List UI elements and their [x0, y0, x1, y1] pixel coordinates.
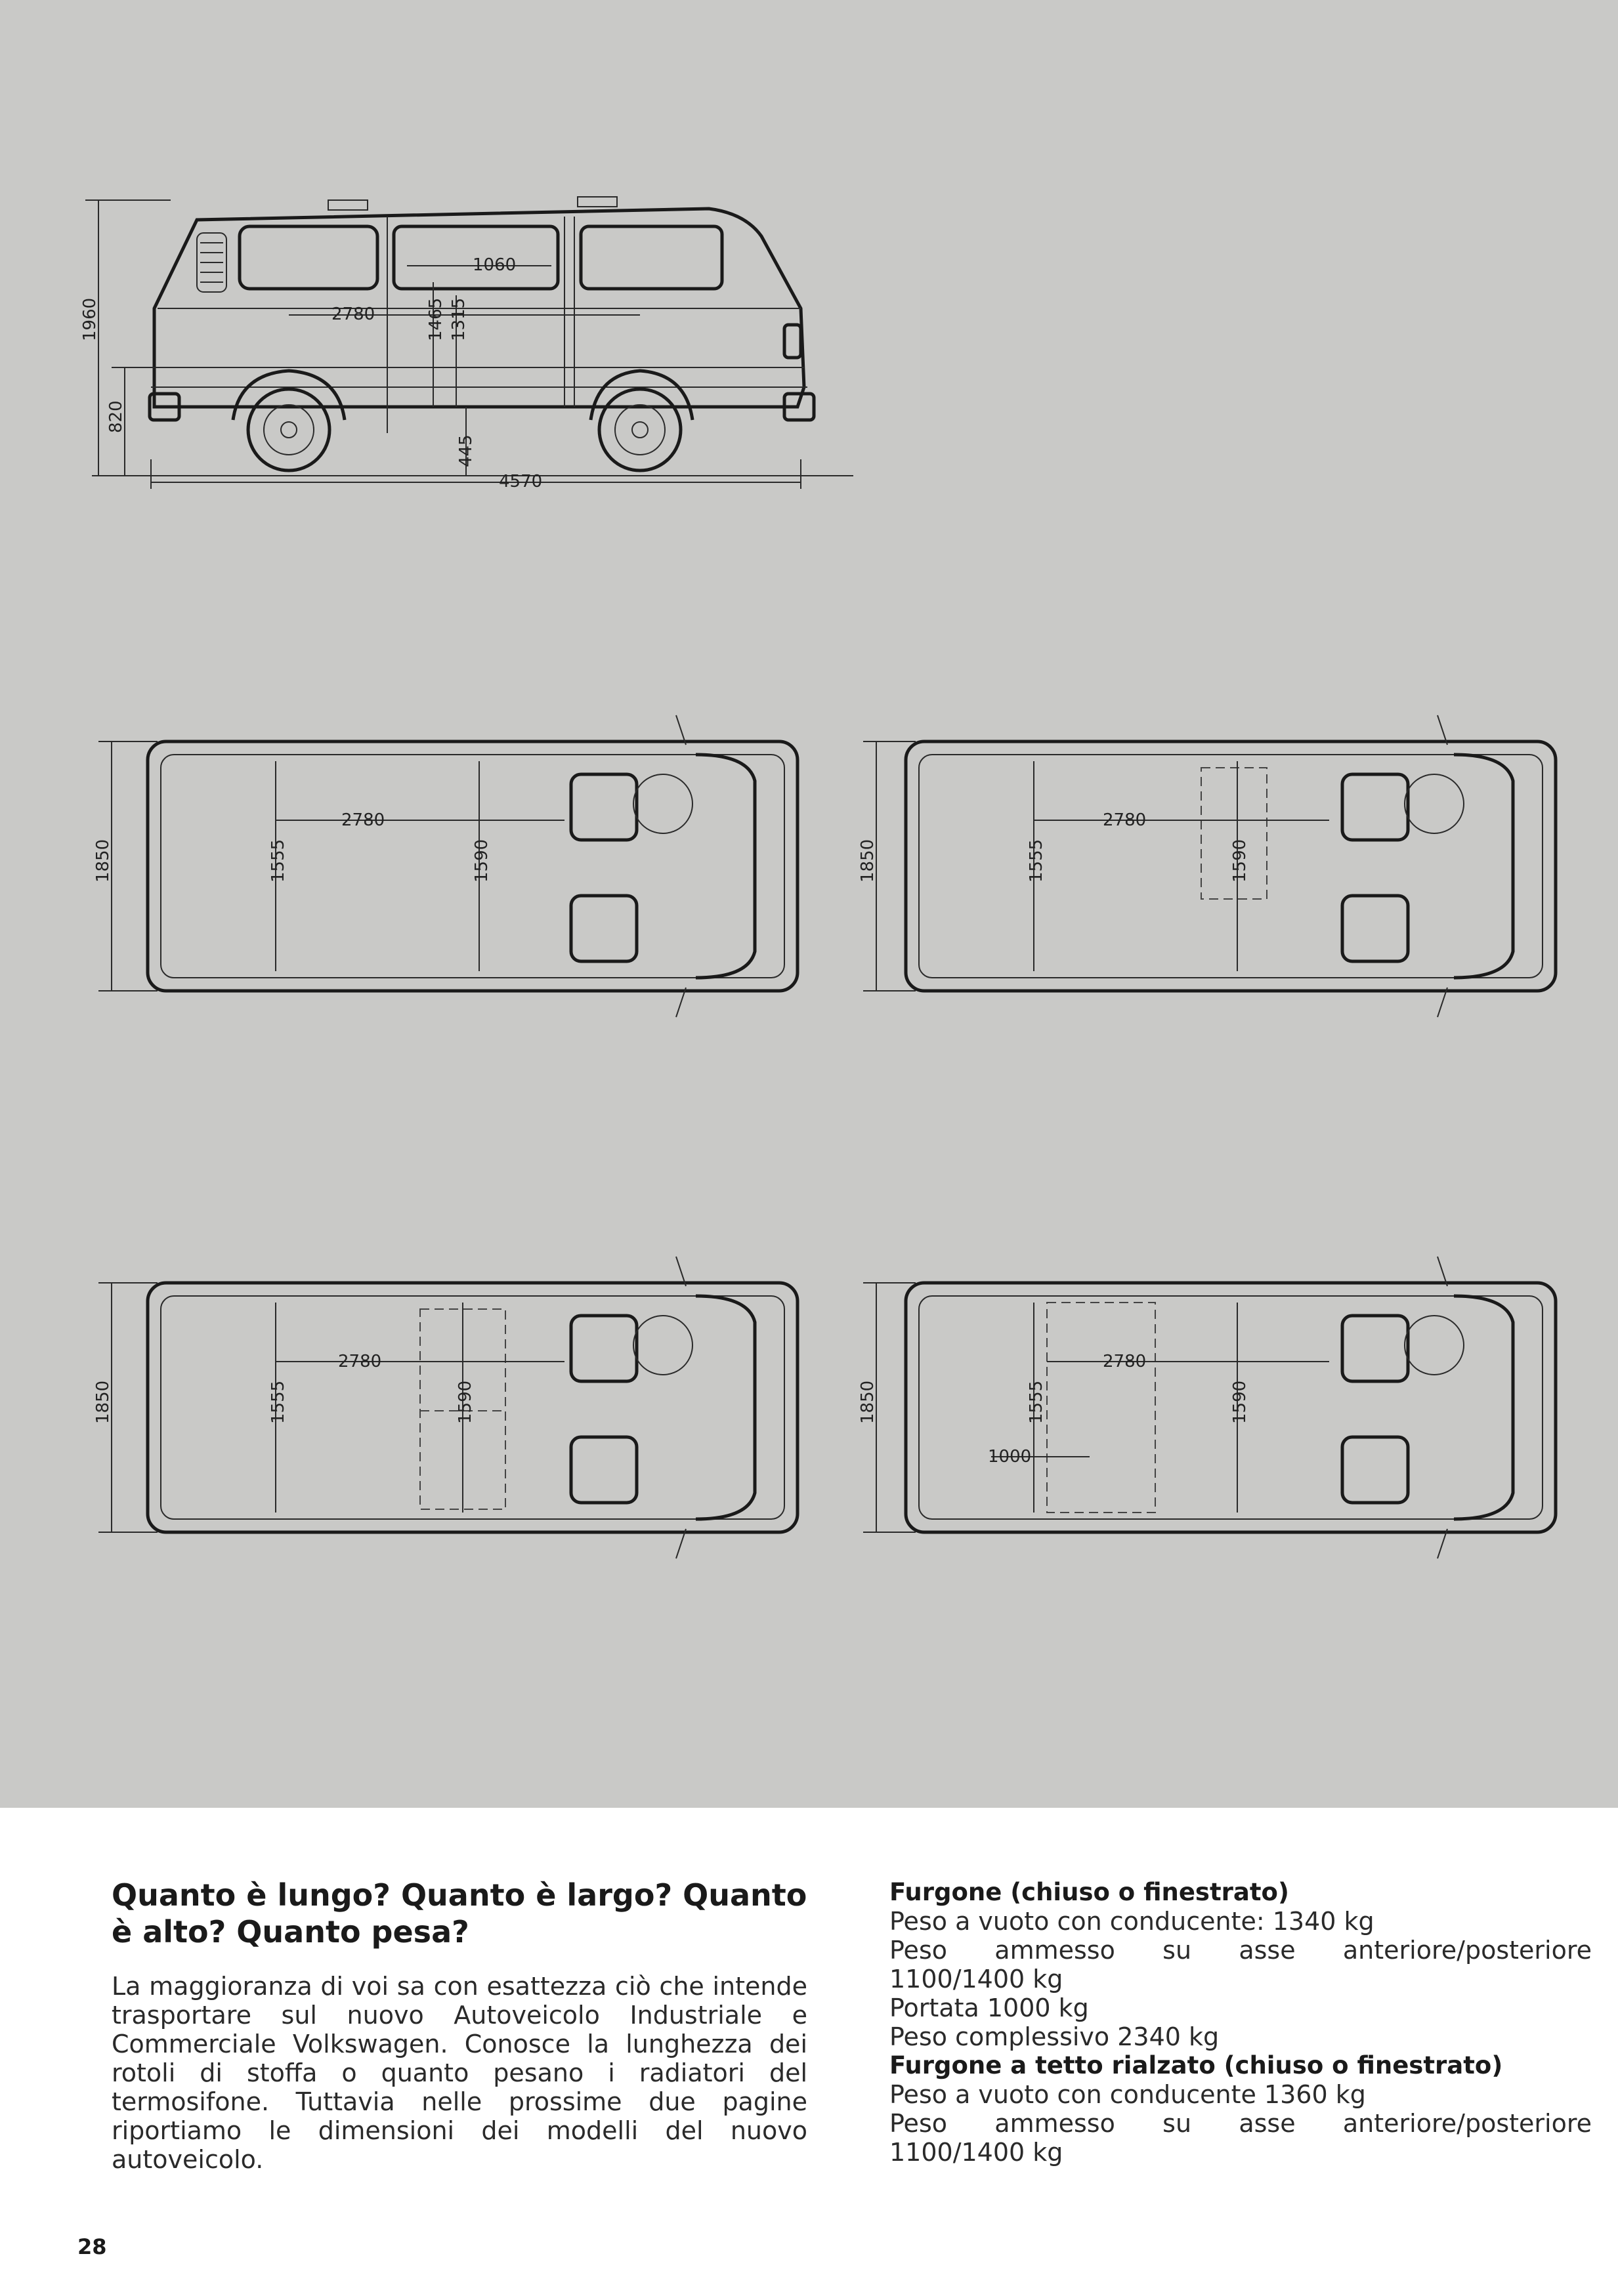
side-view-drawing	[80, 197, 853, 491]
spec-line: Portata 1000 kg	[889, 1993, 1089, 2022]
spec-title-tetto-rialzato: Furgone a tetto rialzato (chiuso o finestrato)	[889, 2051, 1503, 2079]
plan-view-3	[93, 1257, 798, 1558]
plan1-wheelbase: 2780	[341, 810, 385, 830]
plan2-load-width: 1590	[1230, 839, 1250, 883]
plan-view-4	[858, 1257, 1556, 1558]
dim-total-length: 4570	[499, 472, 543, 491]
plan2-inner-width: 1555	[1027, 839, 1046, 883]
dim-interior-height: 1465	[426, 297, 446, 341]
plan4-width: 1850	[858, 1380, 878, 1424]
dim-floor-height: 820	[106, 400, 126, 433]
plan3-wheelbase: 2780	[338, 1352, 382, 1371]
intro-paragraph: La maggioranza di voi sa con esattezza ciò che intende trasportare sul nuovo Autoveicolo Industriale e Commerciale Volkswagen. Conosce la lunghezza dei rotoli di stoffa o quanto pesano i radiatori del termosifone. Tuttavia nelle prossime due pagine riportiamo le dimensioni dei modelli del nuovo autoveicolo.	[112, 1972, 807, 2174]
plan3-load-width: 1590	[456, 1380, 475, 1424]
plan4-inner-width: 1555	[1027, 1380, 1046, 1424]
plan1-width: 1850	[93, 839, 113, 883]
spec-line: 1100/1400 kg	[889, 1965, 1063, 1993]
plan1-inner-width: 1555	[268, 839, 288, 883]
dim-ground-floor: 445	[456, 434, 476, 467]
dim-total-height: 1960	[80, 297, 100, 341]
plan4-extra: 1000	[988, 1447, 1032, 1467]
plan4-load-width: 1590	[1230, 1380, 1250, 1424]
plan2-wheelbase: 2780	[1103, 810, 1147, 830]
spec-line: Peso ammesso su asse anteriore/posteriore	[889, 1936, 1592, 1965]
spec-line: 1100/1400 kg	[889, 2138, 1063, 2167]
page-headline: Quanto è lungo? Quanto è largo? Quanto è alto? Quanto pesa?	[112, 1877, 807, 1950]
plan1-load-width: 1590	[472, 839, 492, 883]
plan2-width: 1850	[858, 839, 878, 883]
plan-view-1	[93, 715, 798, 1017]
spec-line: Peso a vuoto con conducente 1360 kg	[889, 2080, 1366, 2109]
plan-view-2	[858, 715, 1556, 1017]
page-number: 28	[77, 2234, 107, 2259]
spec-line: Peso complessivo 2340 kg	[889, 2022, 1220, 2051]
plan4-wheelbase: 2780	[1103, 1352, 1147, 1371]
plan3-inner-width: 1555	[268, 1380, 288, 1424]
spec-line: Peso ammesso su asse anteriore/posteriore	[889, 2109, 1592, 2138]
dim-door-height: 1315	[449, 297, 469, 341]
spec-title-furgone: Furgone (chiuso o finestrato)	[889, 1878, 1289, 1906]
specs-column	[889, 1878, 1592, 2167]
plan3-width: 1850	[93, 1380, 113, 1424]
dim-door-width: 1060	[473, 255, 517, 275]
spec-line: Peso a vuoto con conducente: 1340 kg	[889, 1907, 1374, 1936]
dim-wheelbase: 2780	[331, 304, 375, 324]
